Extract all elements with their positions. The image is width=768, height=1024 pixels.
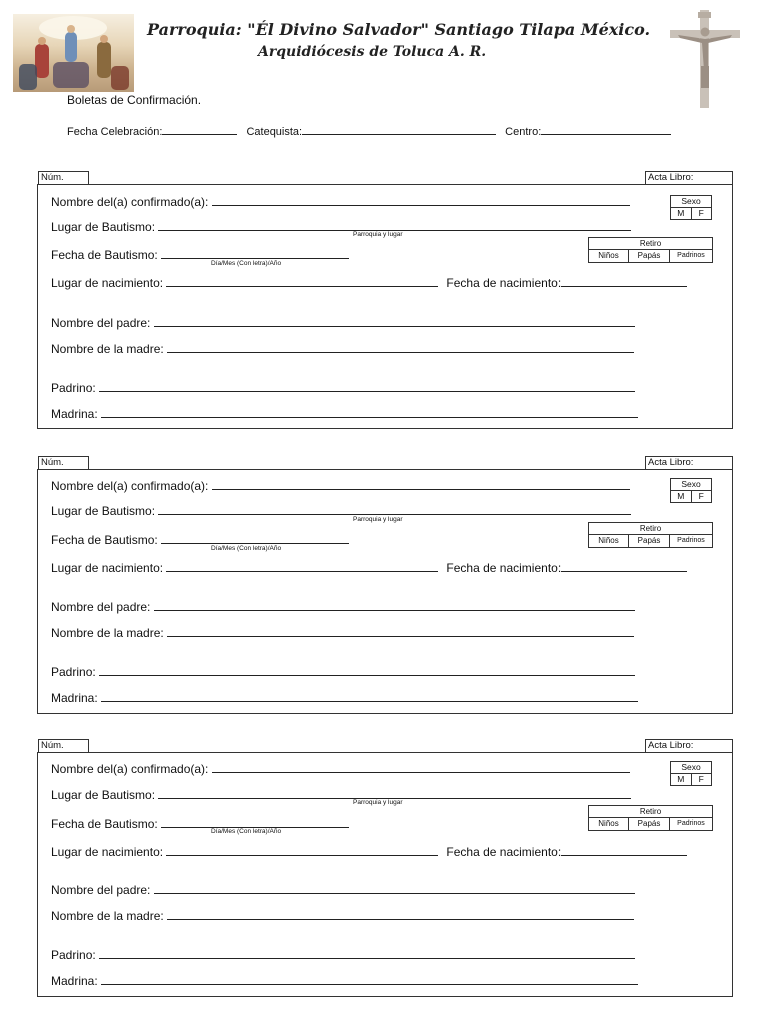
parish-title: Parroquia: "Él Divino Salvador" Santiago Tilapa México. xyxy=(147,20,651,39)
lugar-bautismo-field[interactable] xyxy=(158,219,631,231)
lugar-nacimiento-field[interactable] xyxy=(166,560,438,572)
retiro-papas-option[interactable]: Papás xyxy=(628,535,669,547)
madrina-field[interactable] xyxy=(101,690,638,702)
nombre-padre-label: Nombre del padre: xyxy=(51,600,151,614)
fecha-bautismo-label: Fecha de Bautismo: xyxy=(51,533,158,547)
madrina-field[interactable] xyxy=(101,973,638,985)
lugar-bautismo-label: Lugar de Bautismo: xyxy=(51,504,156,518)
num-box[interactable]: Núm. xyxy=(38,171,89,185)
num-box[interactable]: Núm. xyxy=(38,456,89,470)
sexo-title: Sexo xyxy=(681,479,701,489)
sexo-f-option[interactable]: F xyxy=(691,774,712,785)
sexo-title: Sexo xyxy=(681,762,701,772)
nombre-confirmado-field[interactable] xyxy=(212,761,630,773)
crucifix-icon xyxy=(668,8,742,110)
madrina-field[interactable] xyxy=(101,406,638,418)
padrino-label: Padrino: xyxy=(51,381,96,395)
nombre-padre-label: Nombre del padre: xyxy=(51,316,151,330)
nombre-madre-field[interactable] xyxy=(167,908,634,920)
sexo-box xyxy=(670,478,712,503)
page-title: Boletas de Confirmación. xyxy=(67,93,202,107)
fecha-hint: Día/Mes (Con letra)/Año xyxy=(211,828,282,835)
sexo-m-option[interactable]: M xyxy=(677,491,685,501)
acta-libro-box[interactable]: Acta Libro: xyxy=(645,456,733,470)
fecha-bautismo-field[interactable] xyxy=(161,816,349,828)
nombre-madre-field[interactable] xyxy=(167,341,634,353)
fecha-nacimiento-field[interactable] xyxy=(561,275,687,287)
retiro-papas-option[interactable]: Papás xyxy=(628,250,669,262)
fecha-celebracion-label: Fecha Celebración: xyxy=(67,126,163,138)
celebration-header xyxy=(67,123,677,138)
nombre-confirmado-label: Nombre del(a) confirmado(a): xyxy=(51,195,209,209)
nombre-padre-field[interactable] xyxy=(154,882,635,894)
fecha-hint: Día/Mes (Con letra)/Año xyxy=(211,260,282,267)
lugar-nacimiento-field[interactable] xyxy=(166,844,438,856)
nombre-padre-field[interactable] xyxy=(154,315,635,327)
sexo-f-option[interactable]: F xyxy=(691,208,712,219)
fecha-nacimiento-label: Fecha de nacimiento: xyxy=(446,561,562,575)
archdiocese-subtitle: Arquidiócesis de Toluca A. R. xyxy=(258,44,487,60)
retiro-title: Retiro xyxy=(639,524,662,533)
acta-libro-box[interactable]: Acta Libro: xyxy=(645,739,733,753)
fecha-hint: Día/Mes (Con letra)/Año xyxy=(211,545,282,552)
fecha-nacimiento-field[interactable] xyxy=(561,560,687,572)
retiro-papas-option[interactable]: Papás xyxy=(628,818,669,830)
num-box[interactable]: Núm. xyxy=(38,739,89,753)
retiro-title: Retiro xyxy=(639,807,662,816)
religious-painting xyxy=(13,14,134,92)
sexo-f-option[interactable]: F xyxy=(691,491,712,502)
retiro-ninos-option[interactable]: Niños xyxy=(598,536,619,545)
lugar-bautismo-label: Lugar de Bautismo: xyxy=(51,220,156,234)
nombre-confirmado-label: Nombre del(a) confirmado(a): xyxy=(51,479,209,493)
nombre-padre-label: Nombre del padre: xyxy=(51,883,151,897)
padrino-field[interactable] xyxy=(99,664,635,676)
sexo-title: Sexo xyxy=(681,196,701,206)
madrina-label: Madrina: xyxy=(51,691,98,705)
parroquia-hint: Parroquia y lugar xyxy=(353,231,403,238)
sexo-m-option[interactable]: M xyxy=(677,208,685,218)
lugar-bautismo-field[interactable] xyxy=(158,503,631,515)
fecha-celebracion-field[interactable] xyxy=(162,123,237,135)
nombre-padre-field[interactable] xyxy=(154,599,635,611)
confirmation-slip xyxy=(37,172,733,429)
catequista-field[interactable] xyxy=(302,123,496,135)
sexo-m-option[interactable]: M xyxy=(677,774,685,784)
madrina-label: Madrina: xyxy=(51,974,98,988)
fecha-bautismo-label: Fecha de Bautismo: xyxy=(51,817,158,831)
fecha-nacimiento-field[interactable] xyxy=(561,844,687,856)
acta-libro-box[interactable]: Acta Libro: xyxy=(645,171,733,185)
centro-field[interactable] xyxy=(541,123,671,135)
sexo-box xyxy=(670,761,712,786)
lugar-nacimiento-label: Lugar de nacimiento: xyxy=(51,561,164,575)
lugar-bautismo-field[interactable] xyxy=(158,787,631,799)
centro-label: Centro: xyxy=(505,126,542,138)
confirmation-slip xyxy=(37,457,733,714)
parroquia-hint: Parroquia y lugar xyxy=(353,516,403,523)
confirmation-slip xyxy=(37,740,733,997)
fecha-nacimiento-label: Fecha de nacimiento: xyxy=(446,845,562,859)
padrino-label: Padrino: xyxy=(51,665,96,679)
fecha-bautismo-field[interactable] xyxy=(161,532,349,544)
sexo-box xyxy=(670,195,712,220)
padrino-field[interactable] xyxy=(99,380,635,392)
parroquia-hint: Parroquia y lugar xyxy=(353,799,403,806)
lugar-nacimiento-label: Lugar de nacimiento: xyxy=(51,845,164,859)
fecha-nacimiento-label: Fecha de nacimiento: xyxy=(446,276,562,290)
nombre-confirmado-field[interactable] xyxy=(212,194,630,206)
lugar-nacimiento-field[interactable] xyxy=(166,275,438,287)
lugar-nacimiento-label: Lugar de nacimiento: xyxy=(51,276,164,290)
padrino-label: Padrino: xyxy=(51,948,96,962)
retiro-title: Retiro xyxy=(639,239,662,248)
retiro-padrinos-option[interactable]: Padrinos xyxy=(669,250,712,262)
nombre-confirmado-label: Nombre del(a) confirmado(a): xyxy=(51,762,209,776)
catequista-label: Catequista: xyxy=(246,126,303,138)
nombre-madre-label: Nombre de la madre: xyxy=(51,909,164,923)
nombre-madre-label: Nombre de la madre: xyxy=(51,626,164,640)
retiro-ninos-option[interactable]: Niños xyxy=(598,251,619,260)
nombre-madre-field[interactable] xyxy=(167,625,634,637)
fecha-bautismo-field[interactable] xyxy=(161,247,349,259)
lugar-bautismo-label: Lugar de Bautismo: xyxy=(51,788,156,802)
nombre-confirmado-field[interactable] xyxy=(212,478,630,490)
nombre-madre-label: Nombre de la madre: xyxy=(51,342,164,356)
madrina-label: Madrina: xyxy=(51,407,98,421)
fecha-bautismo-label: Fecha de Bautismo: xyxy=(51,248,158,262)
retiro-ninos-option[interactable]: Niños xyxy=(598,819,619,828)
retiro-box xyxy=(588,237,713,263)
padrino-field[interactable] xyxy=(99,947,635,959)
retiro-padrinos-option[interactable]: Padrinos xyxy=(669,818,712,830)
retiro-box xyxy=(588,805,713,831)
retiro-padrinos-option[interactable]: Padrinos xyxy=(669,535,712,547)
retiro-box xyxy=(588,522,713,548)
